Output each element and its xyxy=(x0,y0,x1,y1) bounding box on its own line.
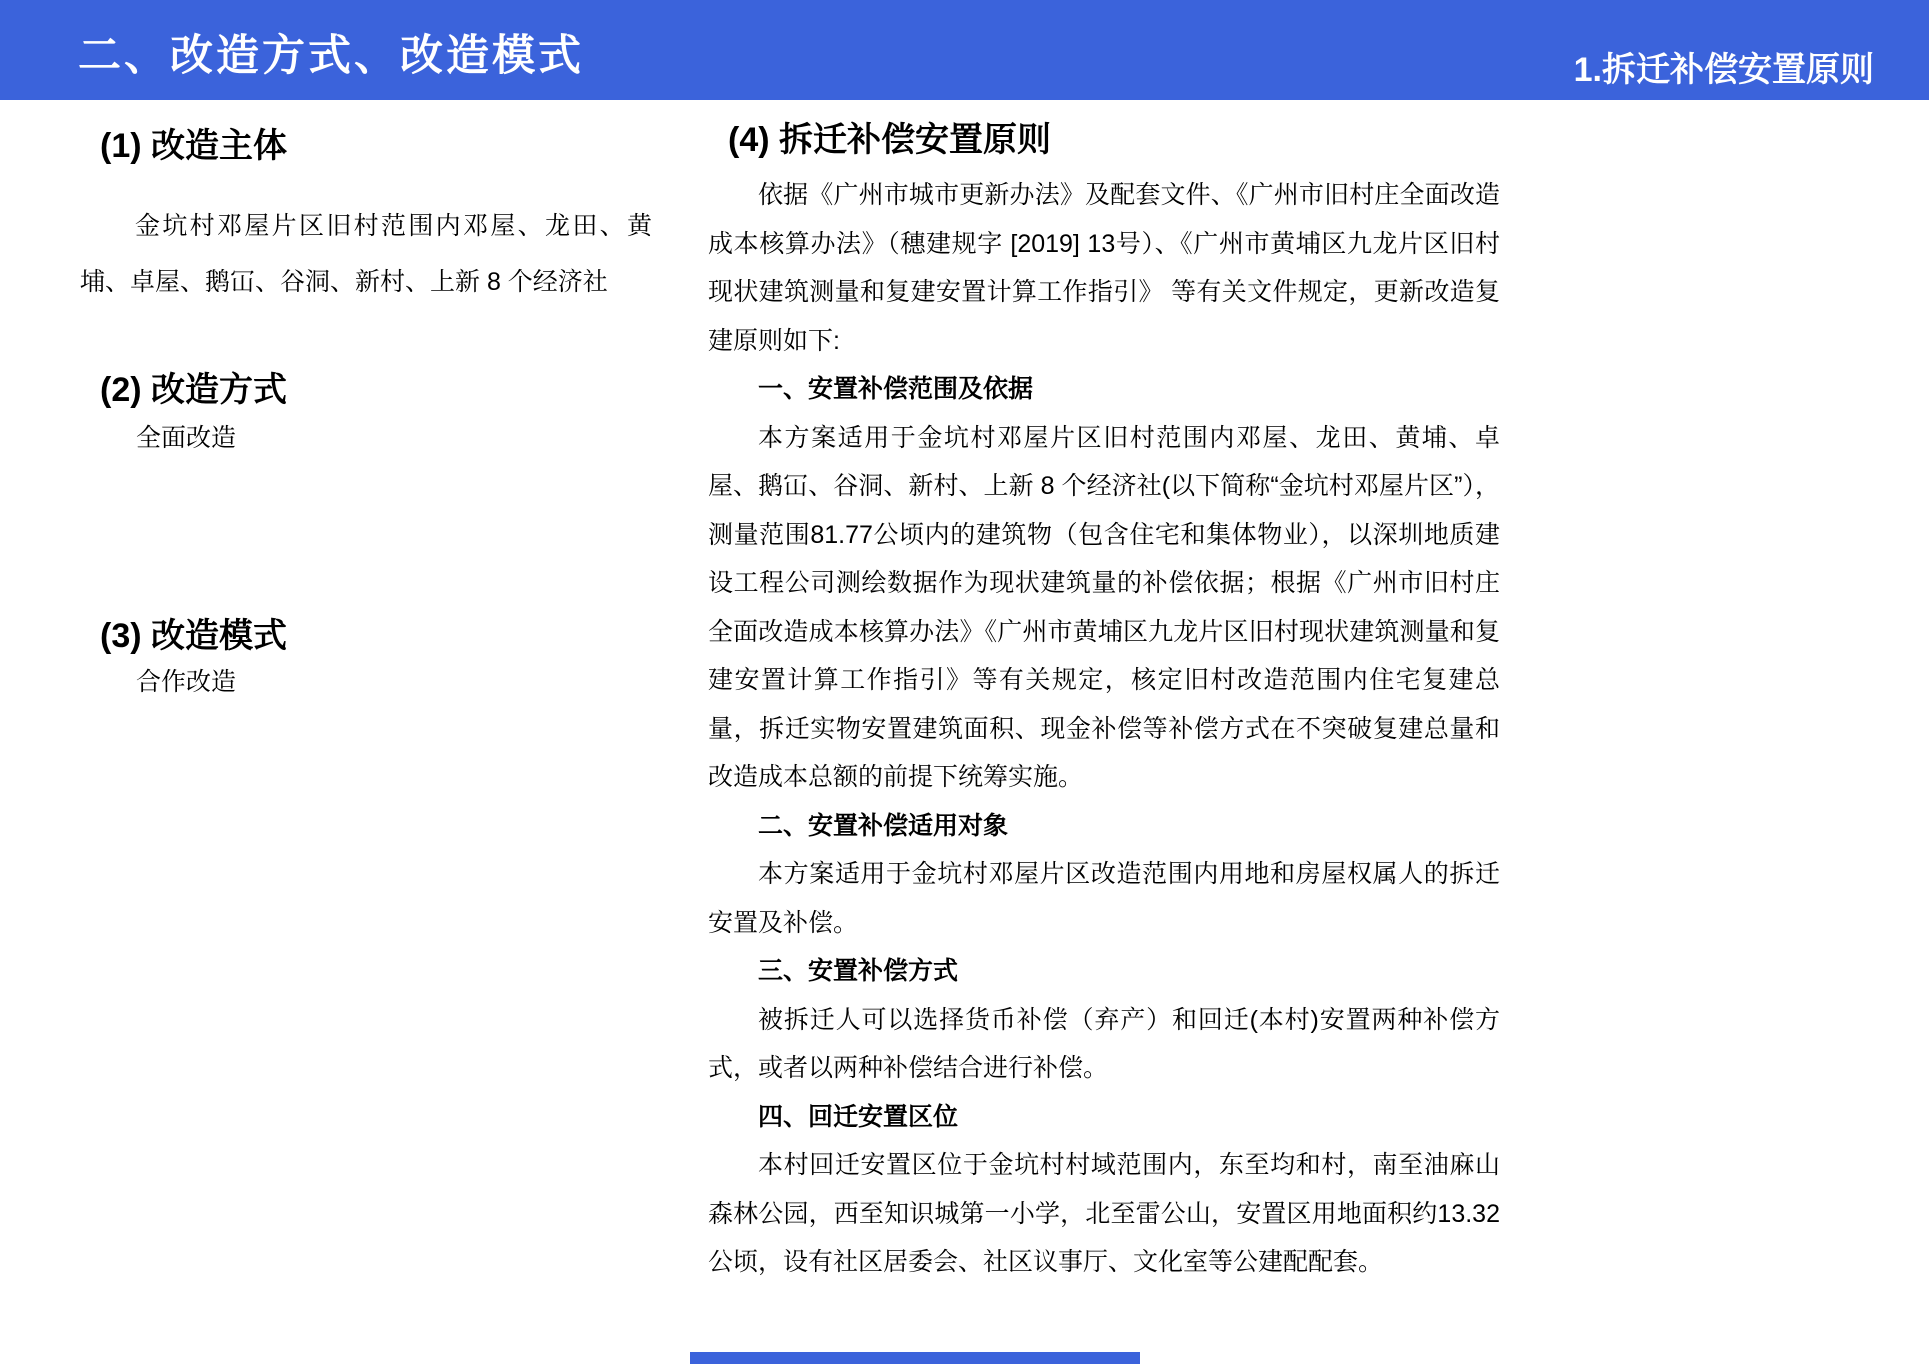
subsection-2-subhead: 二、安置补偿适用对象 xyxy=(758,811,1009,840)
page-title: 二、改造方式、改造模式 xyxy=(78,32,584,80)
header-bar xyxy=(0,0,1929,100)
footer-accent-bar xyxy=(690,1352,1140,1364)
section-2-body: 全面改造 xyxy=(136,424,237,452)
subsection-4-subhead: 四、回迁安置区位 xyxy=(758,1102,959,1131)
subsection-1-body: 本方案适用于金坑村邓屋片区旧村范围内邓屋、龙田、黄埔、卓屋、鹅冚、谷洞、新村、上新 8 个经济社(以下简称“金坑村邓屋片区”），测量范围81.77公顷内的建筑物（包含住宅和集体物业），以深圳地质建设工程公司测绘数据作为现状建筑量的补偿依据；根据《广州市旧村庄全面改造成本核算办法》《广州市黄埔区九龙片区旧村现状建筑测量和复建安置计算工作指引》等有关规定，核定旧村改造范围内住宅复建总量，拆迁实物安置建筑面积、现金补偿等补偿方式在不突破复建总量和改造成本总额的前提下统筹实施。 xyxy=(708,423,1500,791)
section-3-body: 合作改造 xyxy=(136,668,237,696)
section-4-heading: (4) 拆迁补偿安置原则 xyxy=(728,121,1051,159)
section-4-intro: 依据《广州市城市更新办法》及配套文件、《广州市旧村庄全面改造成本核算办法》（穗建规字 [2019] 13号）、《广州市黄埔区九龙片区旧村现状建筑测量和复建安置计算工作指引》 等有关文件规定，更新改造复建原则如下: xyxy=(708,181,1500,355)
subsection-2-body: 本方案适用于金坑村邓屋片区改造范围内用地和房屋权属人的拆迁安置及补偿。 xyxy=(708,860,1500,937)
subsection-3-subhead: 三、安置补偿方式 xyxy=(758,957,959,985)
section-2-heading: (2) 改造方式 xyxy=(100,371,287,409)
subsection-1-subhead: 一、安置补偿范围及依据 xyxy=(758,375,1034,403)
section-3-heading: (3) 改造模式 xyxy=(100,617,287,655)
section-1-heading: (1) 改造主体 xyxy=(100,127,287,165)
header-subtitle: 1.拆迁补偿安置原则 xyxy=(1573,51,1874,89)
subsection-4-body: 本村回迁安置区位于金坑村村域范围内，东至均和村，南至油麻山森林公园，西至知识城第一小学，北至雷公山，安置区用地面积约13.32公顷，设有社区居委会、社区议事厅、文化室等公建配配套。 xyxy=(708,1151,1500,1276)
section-1-body: 金坑村邓屋片区旧村范围内邓屋、龙田、黄埔、卓屋、鹅冚、谷洞、新村、上新 8 个经济社 xyxy=(80,212,652,296)
subsection-3-body: 被拆迁人可以选择货币补偿（弃产）和回迁(本村)安置两种补偿方式，或者以两种补偿结合进行补偿。 xyxy=(708,1005,1500,1082)
section-4 xyxy=(708,112,1500,1287)
